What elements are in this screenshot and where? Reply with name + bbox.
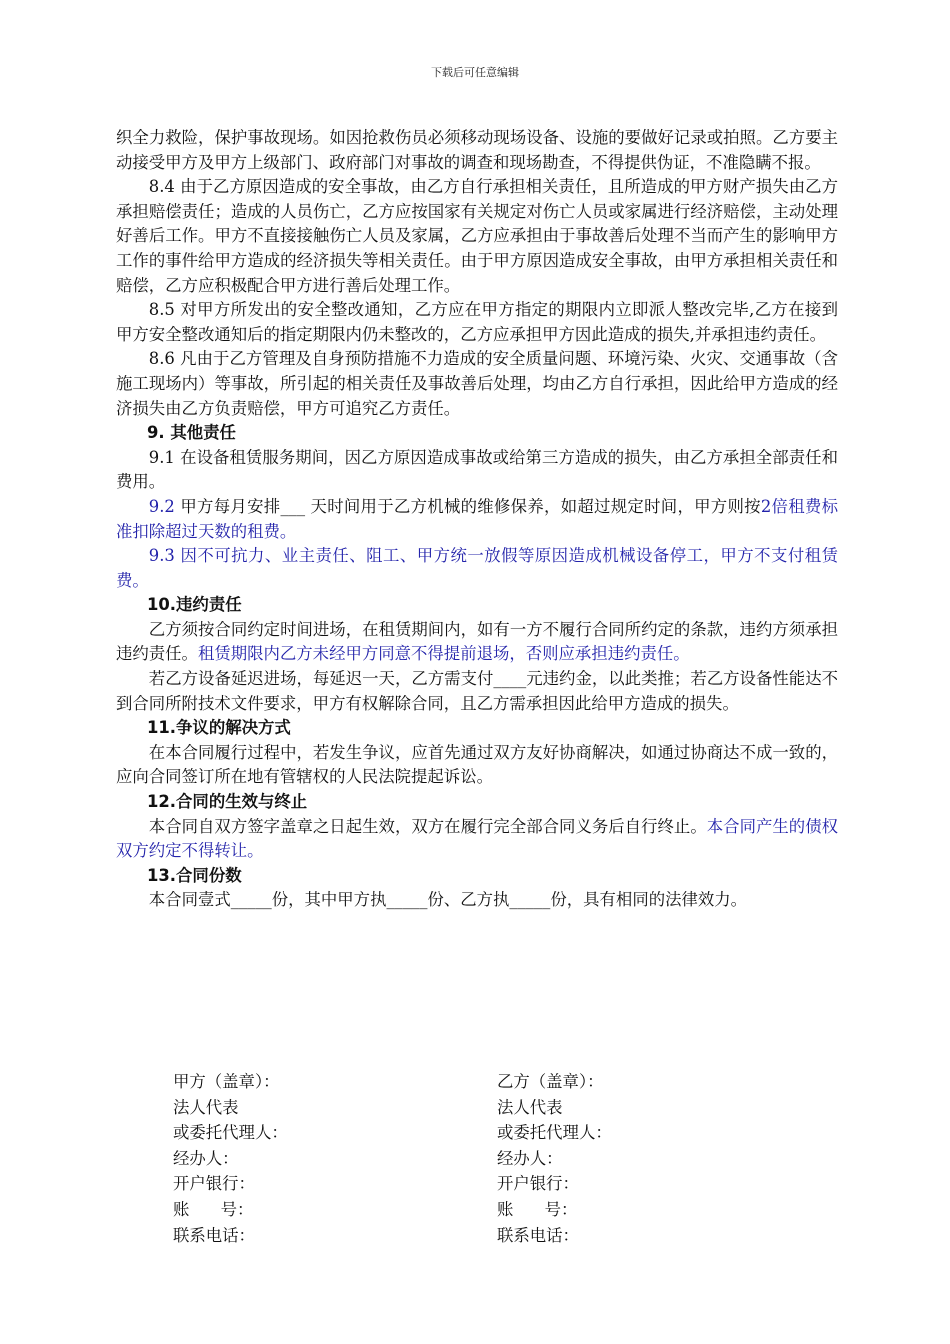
- section-heading-11: 11.争议的解决方式: [147, 718, 291, 738]
- document-body: [116, 126, 838, 913]
- section-heading-13: 13.合同份数: [147, 865, 242, 885]
- signature-line: 开户银行：: [173, 1174, 255, 1194]
- clause-9-1: 9.1 在设备租赁服务期间，因乙方原因造成事故或给第三方造成的损失，由乙方承担全部责任和费用。: [116, 447, 838, 492]
- clause-9-2: [116, 495, 838, 544]
- signature-line: 联系电话：: [173, 1225, 255, 1245]
- signature-line: 乙方（盖章）：: [497, 1072, 604, 1091]
- clause-9-2-text: 甲方每月安排___ 天时间用于乙方机械的维修保养，如超过规定时间，甲方则按: [174, 496, 761, 516]
- signature-block-party-b: [497, 1069, 612, 1248]
- section-heading-9: 9. 其他责任: [147, 423, 236, 443]
- clause-13: 本合同壹式_____份，其中甲方执_____份、乙方执_____份，具有相同的法律效力。: [148, 890, 748, 910]
- signature-line: 甲方（盖章）：: [173, 1072, 280, 1091]
- clause-11: 在本合同履行过程中，若发生争议，应首先通过双方友好协商解决，如通过协商达不成一致的，应向合同签订所在地有管辖权的人民法院提起诉讼。: [116, 742, 838, 787]
- clause-10-text: 乙方须按合同约定时间进场，在租赁期间内，如有一方不履行合同所约定的条款，违约方须承担违约责任。: [116, 619, 838, 664]
- clause-9-2-highlight: 2倍租费标准扣除超过天数的租费。: [116, 496, 838, 541]
- clause-8-5: 8.5 对甲方所发出的安全整改通知，乙方应在甲方指定的期限内立即派人整改完毕,乙方在接到甲方安全整改通知后的指定期限内仍未整改的，乙方应承担甲方因此造成的损失,并承担违约责任。: [116, 300, 838, 344]
- signature-line: 联系电话：: [497, 1225, 579, 1245]
- clause-9-3: 9.3 因不可抗力、业主责任、阻工、甲方统一放假等原因造成机械设备停工，甲方不支付租赁费。: [116, 546, 838, 590]
- section-heading-12: 12.合同的生效与终止: [147, 792, 308, 812]
- clause-10-paragraph-1: [116, 618, 838, 667]
- clause-10-paragraph-2: 若乙方设备延迟进场，每延迟一天，乙方需支付____元违约金，以此类推；若乙方设备性能达不到合同所附技术文件要求，甲方有权解除合同，且乙方需承担因此给甲方造成的损失。: [116, 669, 838, 713]
- clause-9-2-number: 9.2: [148, 496, 175, 516]
- signature-line: 账 号：: [497, 1199, 578, 1219]
- signature-line: 或委托代理人：: [497, 1123, 612, 1143]
- signature-line: 或委托代理人：: [173, 1123, 288, 1143]
- signature-line: 开户银行：: [497, 1174, 579, 1194]
- signature-line: 经办人：: [497, 1148, 563, 1168]
- clause-8-4: 8.4 由于乙方原因造成的安全事故，由乙方自行承担相关责任，且所造成的甲方财产损失由乙方承担赔偿责任；造成的人员伤亡，乙方应按国家有关规定对伤亡人员或家属进行经济赔偿，主动处理好善后工作。甲方不直接接触伤亡人员及家属，乙方应承担由于事故善后处理不当而产生的影响甲方工作的事件给甲方造成的经济损失等相关责任。由于甲方原因造成安全事故，由甲方承担相关责任和赔偿，乙方应积极配合甲方进行善后处理工作。: [116, 177, 838, 295]
- signature-line: 法人代表: [497, 1097, 563, 1117]
- clause-12: [116, 815, 838, 864]
- signature-line: 经办人：: [173, 1148, 239, 1168]
- signature-block-party-a: [173, 1069, 288, 1248]
- clause-12-text: 本合同自双方签字盖章之日起生效，双方在履行完全部合同义务后自行终止。: [148, 816, 707, 836]
- clause-12-highlight: 本合同产生的债权双方约定不得转让。: [116, 816, 839, 861]
- section-heading-10: 10.违约责任: [147, 595, 242, 615]
- page-header: 下载后可任意编辑: [431, 66, 519, 79]
- clause-10-highlight: 租赁期限内乙方未经甲方同意不得提前退场，否则应承担违约责任。: [197, 644, 690, 664]
- signature-line: 账 号：: [173, 1199, 254, 1219]
- signature-line: 法人代表: [173, 1097, 239, 1117]
- paragraph-accident-rescue: 织全力救险，保护事故现场。如因抢救伤员必须移动现场设备、设施的要做好记录或拍照。乙方要主动接受甲方及甲方上级部门、政府部门对事故的调查和现场勘查，不得提供伪证，不准隐瞒不报。: [116, 128, 838, 172]
- clause-8-6: 8.6 凡由于乙方管理及自身预防措施不力造成的安全质量问题、环境污染、火灾、交通事故（含施工现场内）等事故，所引起的相关责任及事故善后处理，均由乙方自行承担，因此给甲方造成的经济损失由乙方负责赔偿，甲方可追究乙方责任。: [116, 349, 838, 418]
